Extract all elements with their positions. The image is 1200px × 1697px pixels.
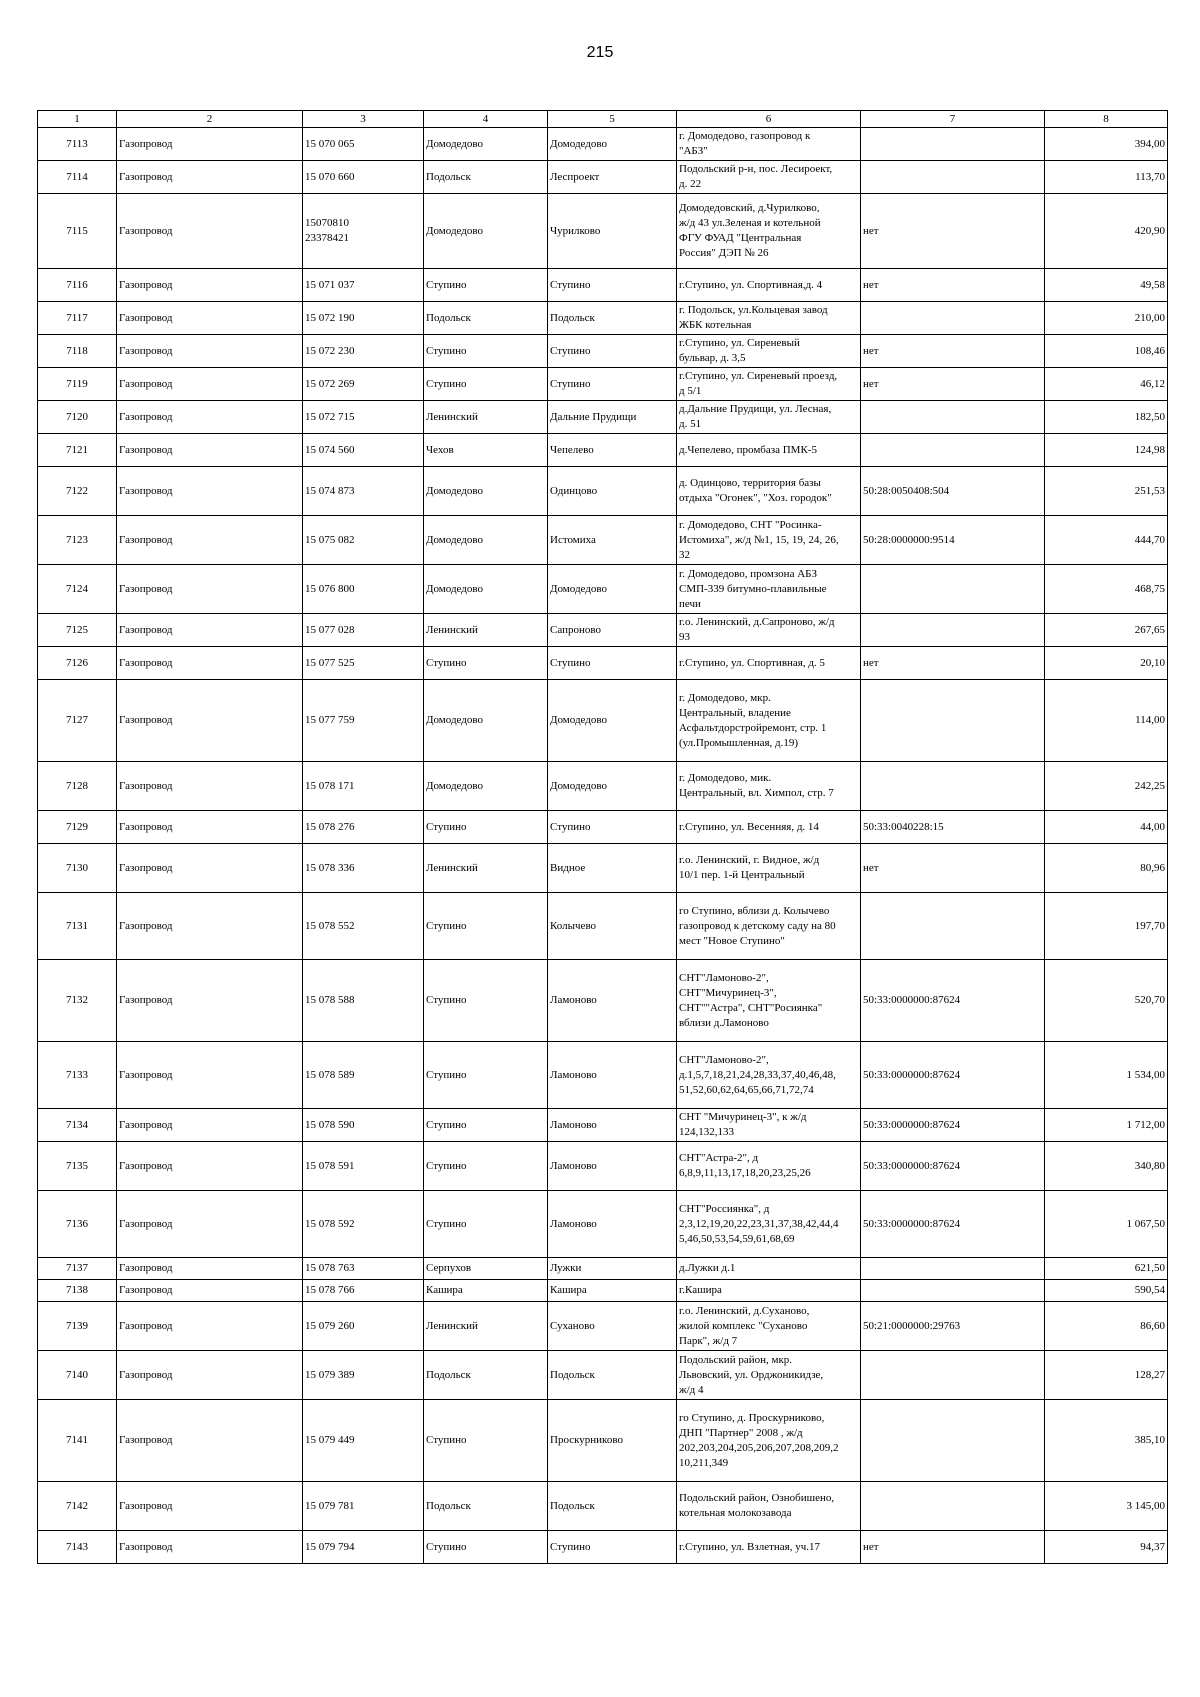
- address-cell: д.Дальние Прудищи, ул. Лесная, д. 51: [677, 401, 861, 434]
- value-cell: 340,80: [1045, 1142, 1168, 1191]
- table-row: [38, 647, 1168, 680]
- locality-cell: Ступино: [548, 368, 677, 401]
- district-cell: Домодедово: [424, 194, 548, 269]
- cadastral-number-cell: 50:33:0000000:87624: [861, 1191, 1045, 1258]
- object-code-cell: 15 072 269: [303, 368, 424, 401]
- cadastral-number-cell: [861, 680, 1045, 762]
- table-row: [38, 960, 1168, 1042]
- value-cell: 242,25: [1045, 762, 1168, 811]
- address-cell: СНТ "Мичуринец-3", к ж/д 124,132,133: [677, 1109, 861, 1142]
- cadastral-number-cell: [861, 1400, 1045, 1482]
- object-code-cell: 15 079 781: [303, 1482, 424, 1531]
- object-type-cell: Газопровод: [117, 614, 303, 647]
- cadastral-number-cell: 50:21:0000000:29763: [861, 1302, 1045, 1351]
- object-type-cell: Газопровод: [117, 1142, 303, 1191]
- address-cell: г.Ступино, ул. Спортивная,д. 4: [677, 269, 861, 302]
- locality-cell: Одинцово: [548, 467, 677, 516]
- object-type-cell: Газопровод: [117, 516, 303, 565]
- column-header: 5: [548, 111, 677, 128]
- row-number-cell: 7123: [38, 516, 117, 565]
- locality-cell: Суханово: [548, 1302, 677, 1351]
- table-row: [38, 194, 1168, 269]
- value-cell: 80,96: [1045, 844, 1168, 893]
- locality-cell: Ламоново: [548, 1142, 677, 1191]
- table-row: [38, 565, 1168, 614]
- cadastral-number-cell: 50:28:0000000:9514: [861, 516, 1045, 565]
- locality-cell: Лужки: [548, 1258, 677, 1280]
- table-row: [38, 516, 1168, 565]
- district-cell: Ленинский: [424, 401, 548, 434]
- district-cell: Подольск: [424, 1482, 548, 1531]
- cadastral-number-cell: [861, 893, 1045, 960]
- object-code-cell: 15 077 759: [303, 680, 424, 762]
- object-code-cell: 15 078 766: [303, 1280, 424, 1302]
- address-cell: Подольский р-н, пос. Лесироект, д. 22: [677, 161, 861, 194]
- table-row: [38, 1280, 1168, 1302]
- value-cell: 1 534,00: [1045, 1042, 1168, 1109]
- district-cell: Домодедово: [424, 680, 548, 762]
- object-type-cell: Газопровод: [117, 893, 303, 960]
- object-type-cell: Газопровод: [117, 434, 303, 467]
- row-number-cell: 7119: [38, 368, 117, 401]
- district-cell: Ступино: [424, 1109, 548, 1142]
- locality-cell: Сапроново: [548, 614, 677, 647]
- address-cell: г.Ступино, ул. Сиреневый проезд, д 5/1: [677, 368, 861, 401]
- value-cell: 86,60: [1045, 1302, 1168, 1351]
- cadastral-number-cell: [861, 401, 1045, 434]
- locality-cell: Подольск: [548, 1351, 677, 1400]
- row-number-cell: 7135: [38, 1142, 117, 1191]
- value-cell: 420,90: [1045, 194, 1168, 269]
- table-row: [38, 1258, 1168, 1280]
- row-number-cell: 7134: [38, 1109, 117, 1142]
- object-type-cell: Газопровод: [117, 467, 303, 516]
- object-code-cell: 15 079 794: [303, 1531, 424, 1564]
- cadastral-number-cell: [861, 128, 1045, 161]
- object-type-cell: Газопровод: [117, 1400, 303, 1482]
- locality-cell: Кашира: [548, 1280, 677, 1302]
- address-cell: г. Домодедово, промзона АБЗ СМП-339 битумно-плавильные печи: [677, 565, 861, 614]
- address-cell: СНТ"Россиянка", д 2,3,12,19,20,22,23,31,37,38,42,44,4 5,46,50,53,54,59,61,68,69: [677, 1191, 861, 1258]
- district-cell: Ступино: [424, 647, 548, 680]
- district-cell: Ступино: [424, 368, 548, 401]
- address-cell: г. Домодедово, газопровод к "АБЗ": [677, 128, 861, 161]
- cadastral-number-cell: нет: [861, 194, 1045, 269]
- value-cell: 114,00: [1045, 680, 1168, 762]
- value-cell: 113,70: [1045, 161, 1168, 194]
- value-cell: 385,10: [1045, 1400, 1168, 1482]
- district-cell: Ступино: [424, 1531, 548, 1564]
- row-number-cell: 7122: [38, 467, 117, 516]
- gas-pipeline-registry-table: [37, 110, 1168, 1564]
- row-number-cell: 7126: [38, 647, 117, 680]
- value-cell: 251,53: [1045, 467, 1168, 516]
- locality-cell: Домодедово: [548, 680, 677, 762]
- locality-cell: Домодедово: [548, 128, 677, 161]
- table-row: [38, 844, 1168, 893]
- district-cell: Серпухов: [424, 1258, 548, 1280]
- district-cell: Ступино: [424, 1400, 548, 1482]
- table-row: [38, 614, 1168, 647]
- table-row: [38, 368, 1168, 401]
- object-code-cell: 15 074 873: [303, 467, 424, 516]
- value-cell: 44,00: [1045, 811, 1168, 844]
- row-number-cell: 7116: [38, 269, 117, 302]
- address-cell: д.Лужки д.1: [677, 1258, 861, 1280]
- column-header: 1: [38, 111, 117, 128]
- address-cell: СНТ"Ламоново-2", д.1,5,7,18,21,24,28,33,37,40,46,48, 51,52,60,62,64,65,66,71,72,74: [677, 1042, 861, 1109]
- locality-cell: Ступино: [548, 335, 677, 368]
- table-row: [38, 1351, 1168, 1400]
- row-number-cell: 7124: [38, 565, 117, 614]
- locality-cell: Ламоново: [548, 960, 677, 1042]
- column-header: 6: [677, 111, 861, 128]
- locality-cell: Ступино: [548, 1531, 677, 1564]
- row-number-cell: 7132: [38, 960, 117, 1042]
- table-row: [38, 467, 1168, 516]
- district-cell: Кашира: [424, 1280, 548, 1302]
- row-number-cell: 7121: [38, 434, 117, 467]
- object-code-cell: 15 070 660: [303, 161, 424, 194]
- column-header: 4: [424, 111, 548, 128]
- row-number-cell: 7113: [38, 128, 117, 161]
- value-cell: 210,00: [1045, 302, 1168, 335]
- district-cell: Ступино: [424, 1042, 548, 1109]
- object-type-cell: Газопровод: [117, 565, 303, 614]
- value-cell: 3 145,00: [1045, 1482, 1168, 1531]
- object-code-cell: 15 075 082: [303, 516, 424, 565]
- address-cell: го Ступино, вблизи д. Колычево газопровод к детскому саду на 80 мест "Новое Ступино": [677, 893, 861, 960]
- table-row: [38, 434, 1168, 467]
- district-cell: Ленинский: [424, 614, 548, 647]
- district-cell: Подольск: [424, 1351, 548, 1400]
- district-cell: Чехов: [424, 434, 548, 467]
- table-row: [38, 1531, 1168, 1564]
- district-cell: Домодедово: [424, 565, 548, 614]
- cadastral-number-cell: [861, 1258, 1045, 1280]
- table-row: [38, 1400, 1168, 1482]
- column-header: 2: [117, 111, 303, 128]
- object-code-cell: 15070810 23378421: [303, 194, 424, 269]
- table-row: [38, 401, 1168, 434]
- cadastral-number-cell: 50:33:0040228:15: [861, 811, 1045, 844]
- object-code-cell: 15 078 763: [303, 1258, 424, 1280]
- object-type-cell: Газопровод: [117, 680, 303, 762]
- table-row: [38, 128, 1168, 161]
- object-type-cell: Газопровод: [117, 1351, 303, 1400]
- row-number-cell: 7118: [38, 335, 117, 368]
- value-cell: 94,37: [1045, 1531, 1168, 1564]
- district-cell: Домодедово: [424, 467, 548, 516]
- object-type-cell: Газопровод: [117, 368, 303, 401]
- value-cell: 108,46: [1045, 335, 1168, 368]
- cadastral-number-cell: 50:33:0000000:87624: [861, 1142, 1045, 1191]
- locality-cell: Домодедово: [548, 565, 677, 614]
- row-number-cell: 7143: [38, 1531, 117, 1564]
- cadastral-number-cell: нет: [861, 844, 1045, 893]
- district-cell: Домодедово: [424, 516, 548, 565]
- district-cell: Ступино: [424, 811, 548, 844]
- object-code-cell: 15 079 260: [303, 1302, 424, 1351]
- object-code-cell: 15 070 065: [303, 128, 424, 161]
- district-cell: Ступино: [424, 1142, 548, 1191]
- cadastral-number-cell: [861, 434, 1045, 467]
- value-cell: 1 067,50: [1045, 1191, 1168, 1258]
- object-type-cell: Газопровод: [117, 811, 303, 844]
- locality-cell: Колычево: [548, 893, 677, 960]
- address-cell: го Ступино, д. Проскурниково, ДНП "Партнер" 2008 , ж/д 202,203,204,205,206,207,208,209,2 10,211,349: [677, 1400, 861, 1482]
- address-cell: Подольский район, Ознобишено, котельная молокозавода: [677, 1482, 861, 1531]
- object-type-cell: Газопровод: [117, 844, 303, 893]
- object-type-cell: Газопровод: [117, 1191, 303, 1258]
- locality-cell: Леспроект: [548, 161, 677, 194]
- locality-cell: Дальние Прудищи: [548, 401, 677, 434]
- district-cell: Ленинский: [424, 844, 548, 893]
- cadastral-number-cell: 50:33:0000000:87624: [861, 960, 1045, 1042]
- table-row: [38, 893, 1168, 960]
- address-cell: д. Одинцово, территория базы отдыха "Огонек", "Хоз. городок": [677, 467, 861, 516]
- column-header: 3: [303, 111, 424, 128]
- locality-cell: Чурилково: [548, 194, 677, 269]
- table-body: [38, 128, 1168, 1564]
- value-cell: 444,70: [1045, 516, 1168, 565]
- row-number-cell: 7130: [38, 844, 117, 893]
- row-number-cell: 7120: [38, 401, 117, 434]
- address-cell: г. Домодедово, мкр. Центральный, владение Асфальтдорстройремонт, стр. 1 (ул.Промышленная, д.19): [677, 680, 861, 762]
- object-type-cell: Газопровод: [117, 335, 303, 368]
- row-number-cell: 7140: [38, 1351, 117, 1400]
- table-row: [38, 1042, 1168, 1109]
- row-number-cell: 7139: [38, 1302, 117, 1351]
- address-cell: г.Ступино, ул. Спортивная, д. 5: [677, 647, 861, 680]
- row-number-cell: 7137: [38, 1258, 117, 1280]
- object-code-cell: 15 076 800: [303, 565, 424, 614]
- row-number-cell: 7125: [38, 614, 117, 647]
- object-code-cell: 15 072 715: [303, 401, 424, 434]
- object-code-cell: 15 077 028: [303, 614, 424, 647]
- row-number-cell: 7115: [38, 194, 117, 269]
- value-cell: 468,75: [1045, 565, 1168, 614]
- cadastral-number-cell: [861, 565, 1045, 614]
- value-cell: 46,12: [1045, 368, 1168, 401]
- table-row: [38, 302, 1168, 335]
- object-code-cell: 15 078 592: [303, 1191, 424, 1258]
- cadastral-number-cell: [861, 614, 1045, 647]
- table-row: [38, 680, 1168, 762]
- locality-cell: Видное: [548, 844, 677, 893]
- row-number-cell: 7136: [38, 1191, 117, 1258]
- value-cell: 49,58: [1045, 269, 1168, 302]
- object-type-cell: Газопровод: [117, 762, 303, 811]
- locality-cell: Подольск: [548, 302, 677, 335]
- object-code-cell: 15 071 037: [303, 269, 424, 302]
- page-number: 215: [586, 44, 614, 61]
- district-cell: Ленинский: [424, 1302, 548, 1351]
- header-row: [38, 111, 1168, 128]
- cadastral-number-cell: нет: [861, 269, 1045, 302]
- value-cell: 590,54: [1045, 1280, 1168, 1302]
- locality-cell: Истомиха: [548, 516, 677, 565]
- value-cell: 197,70: [1045, 893, 1168, 960]
- cadastral-number-cell: [861, 1280, 1045, 1302]
- object-type-cell: Газопровод: [117, 960, 303, 1042]
- column-header: 8: [1045, 111, 1168, 128]
- object-type-cell: Газопровод: [117, 1258, 303, 1280]
- row-number-cell: 7128: [38, 762, 117, 811]
- locality-cell: Чепелево: [548, 434, 677, 467]
- row-number-cell: 7129: [38, 811, 117, 844]
- cadastral-number-cell: 50:28:0050408:504: [861, 467, 1045, 516]
- row-number-cell: 7133: [38, 1042, 117, 1109]
- value-cell: 394,00: [1045, 128, 1168, 161]
- table-row: [38, 1142, 1168, 1191]
- row-number-cell: 7138: [38, 1280, 117, 1302]
- locality-cell: Проскурниково: [548, 1400, 677, 1482]
- address-cell: д.Чепелево, промбаза ПМК-5: [677, 434, 861, 467]
- address-cell: СНТ"Ламоново-2", СНТ"Мичуринец-3", СНТ""Астра", СНТ"Росиянка" вблизи д.Ламоново: [677, 960, 861, 1042]
- object-code-cell: 15 078 552: [303, 893, 424, 960]
- cadastral-number-cell: [861, 302, 1045, 335]
- value-cell: 267,65: [1045, 614, 1168, 647]
- address-cell: г.Ступино, ул. Сиреневый бульвар, д. 3,5: [677, 335, 861, 368]
- cadastral-number-cell: 50:33:0000000:87624: [861, 1109, 1045, 1142]
- cadastral-number-cell: [861, 1482, 1045, 1531]
- district-cell: Ступино: [424, 269, 548, 302]
- locality-cell: Домодедово: [548, 762, 677, 811]
- address-cell: г.Ступино, ул. Весенняя, д. 14: [677, 811, 861, 844]
- object-type-cell: Газопровод: [117, 401, 303, 434]
- value-cell: 128,27: [1045, 1351, 1168, 1400]
- address-cell: Домодедовский, д.Чурилково, ж/д 43 ул.Зеленая и котельной ФГУ ФУАД "Центральная Россия" ДЭП № 26: [677, 194, 861, 269]
- cadastral-number-cell: нет: [861, 335, 1045, 368]
- object-type-cell: Газопровод: [117, 302, 303, 335]
- object-type-cell: Газопровод: [117, 161, 303, 194]
- object-type-cell: Газопровод: [117, 1482, 303, 1531]
- district-cell: Домодедово: [424, 762, 548, 811]
- object-type-cell: Газопровод: [117, 1280, 303, 1302]
- row-number-cell: 7114: [38, 161, 117, 194]
- cadastral-number-cell: [861, 762, 1045, 811]
- address-cell: г. Домодедово, СНТ "Росинка- Истомиха", ж/д №1, 15, 19, 24, 26, 32: [677, 516, 861, 565]
- cadastral-number-cell: [861, 161, 1045, 194]
- locality-cell: Подольск: [548, 1482, 677, 1531]
- object-code-cell: 15 079 389: [303, 1351, 424, 1400]
- object-type-cell: Газопровод: [117, 128, 303, 161]
- address-cell: г. Домодедово, мик. Центральный, вл. Химпол, стр. 7: [677, 762, 861, 811]
- object-code-cell: 15 077 525: [303, 647, 424, 680]
- value-cell: 621,50: [1045, 1258, 1168, 1280]
- district-cell: Подольск: [424, 161, 548, 194]
- object-code-cell: 15 074 560: [303, 434, 424, 467]
- address-cell: г.Ступино, ул. Взлетная, уч.17: [677, 1531, 861, 1564]
- object-type-cell: Газопровод: [117, 647, 303, 680]
- address-cell: г. Подольск, ул.Кольцевая завод ЖБК котельная: [677, 302, 861, 335]
- locality-cell: Ступино: [548, 811, 677, 844]
- value-cell: 20,10: [1045, 647, 1168, 680]
- table-row: [38, 269, 1168, 302]
- address-cell: г.о. Ленинский, г. Видное, ж/д 10/1 пер. 1-й Центральный: [677, 844, 861, 893]
- locality-cell: Ступино: [548, 647, 677, 680]
- locality-cell: Ламоново: [548, 1191, 677, 1258]
- district-cell: Домодедово: [424, 128, 548, 161]
- object-code-cell: 15 078 336: [303, 844, 424, 893]
- table-row: [38, 1191, 1168, 1258]
- cadastral-number-cell: нет: [861, 368, 1045, 401]
- object-code-cell: 15 079 449: [303, 1400, 424, 1482]
- district-cell: Ступино: [424, 960, 548, 1042]
- address-cell: г.о. Ленинский, д.Сапроново, ж/д 93: [677, 614, 861, 647]
- object-code-cell: 15 078 590: [303, 1109, 424, 1142]
- district-cell: Ступино: [424, 893, 548, 960]
- object-code-cell: 15 078 589: [303, 1042, 424, 1109]
- object-type-cell: Газопровод: [117, 1042, 303, 1109]
- object-type-cell: Газопровод: [117, 1109, 303, 1142]
- value-cell: 1 712,00: [1045, 1109, 1168, 1142]
- cadastral-number-cell: нет: [861, 647, 1045, 680]
- district-cell: Ступино: [424, 335, 548, 368]
- object-code-cell: 15 072 230: [303, 335, 424, 368]
- object-type-cell: Газопровод: [117, 269, 303, 302]
- value-cell: 124,98: [1045, 434, 1168, 467]
- table-row: [38, 811, 1168, 844]
- cadastral-number-cell: нет: [861, 1531, 1045, 1564]
- locality-cell: Ламоново: [548, 1042, 677, 1109]
- table-row: [38, 1482, 1168, 1531]
- table-row: [38, 335, 1168, 368]
- table-row: [38, 1302, 1168, 1351]
- object-code-cell: 15 078 588: [303, 960, 424, 1042]
- object-code-cell: 15 072 190: [303, 302, 424, 335]
- table-row: [38, 161, 1168, 194]
- value-cell: 182,50: [1045, 401, 1168, 434]
- address-cell: г.Кашира: [677, 1280, 861, 1302]
- object-type-cell: Газопровод: [117, 1302, 303, 1351]
- district-cell: Подольск: [424, 302, 548, 335]
- object-code-cell: 15 078 591: [303, 1142, 424, 1191]
- address-cell: г.о. Ленинский, д.Суханово, жилой комплекс "Суханово Парк", ж/д 7: [677, 1302, 861, 1351]
- cadastral-number-cell: 50:33:0000000:87624: [861, 1042, 1045, 1109]
- row-number-cell: 7117: [38, 302, 117, 335]
- address-cell: Подольский район, мкр. Львовский, ул. Орджоникидзе, ж/д 4: [677, 1351, 861, 1400]
- row-number-cell: 7142: [38, 1482, 117, 1531]
- row-number-cell: 7141: [38, 1400, 117, 1482]
- cadastral-number-cell: [861, 1351, 1045, 1400]
- table-row: [38, 1109, 1168, 1142]
- address-cell: СНТ"Астра-2", д 6,8,9,11,13,17,18,20,23,25,26: [677, 1142, 861, 1191]
- object-code-cell: 15 078 276: [303, 811, 424, 844]
- value-cell: 520,70: [1045, 960, 1168, 1042]
- locality-cell: Ламоново: [548, 1109, 677, 1142]
- row-number-cell: 7127: [38, 680, 117, 762]
- locality-cell: Ступино: [548, 269, 677, 302]
- row-number-cell: 7131: [38, 893, 117, 960]
- object-code-cell: 15 078 171: [303, 762, 424, 811]
- object-type-cell: Газопровод: [117, 194, 303, 269]
- table-row: [38, 762, 1168, 811]
- district-cell: Ступино: [424, 1191, 548, 1258]
- object-type-cell: Газопровод: [117, 1531, 303, 1564]
- column-header: 7: [861, 111, 1045, 128]
